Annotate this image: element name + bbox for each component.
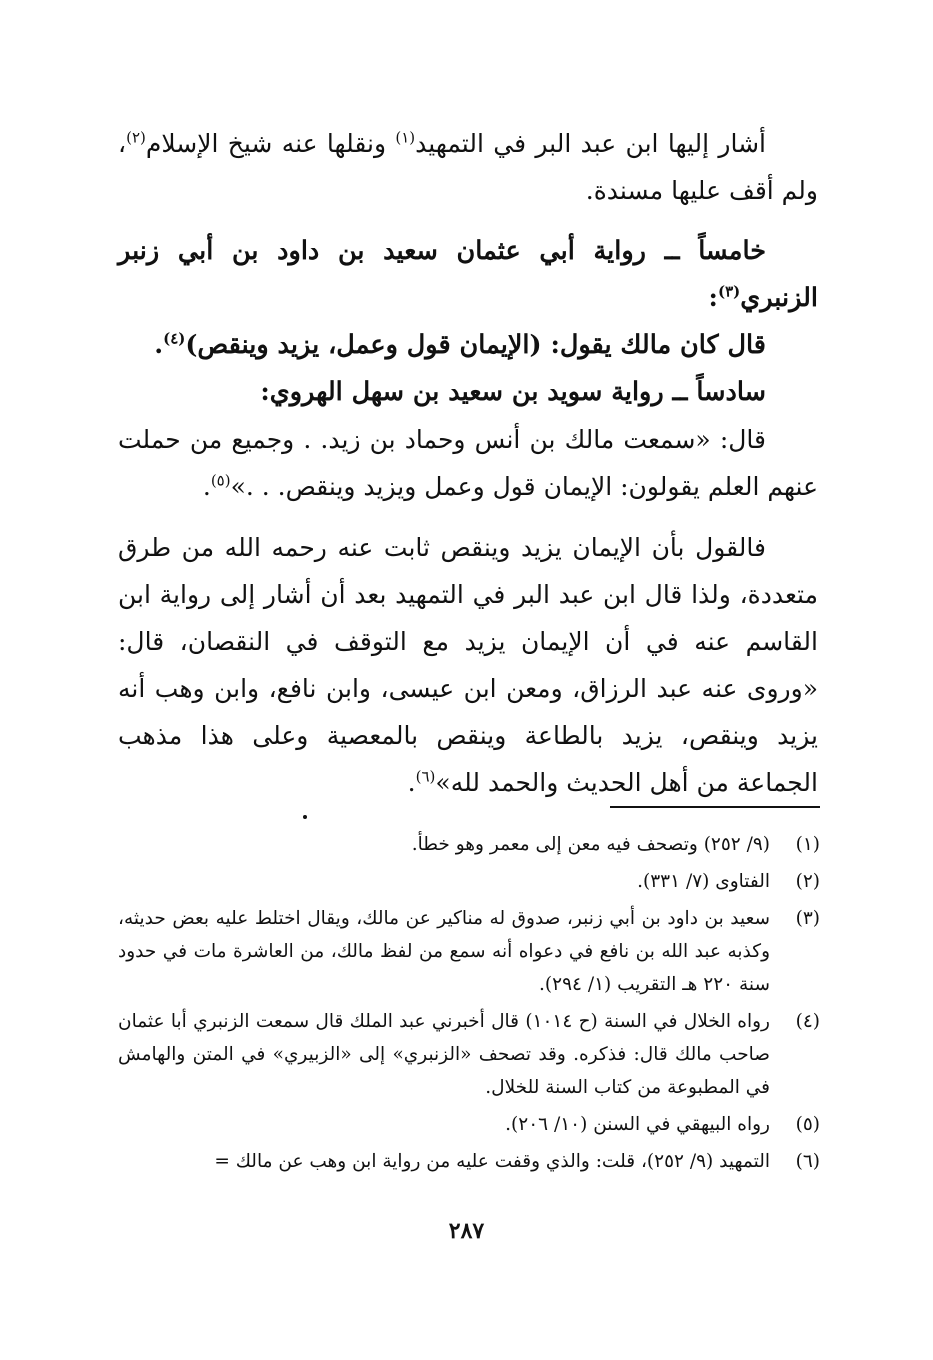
paragraph-1-text-a: أشار إليها ابن عبد البر في التمهيد: [415, 129, 767, 158]
footnote-ref-2: (٢): [126, 128, 146, 147]
paragraph-1-text-c: ، ولم أقف عليها مسندة.: [118, 129, 818, 205]
footnote-number: (٦): [795, 1151, 820, 1172]
footnote-text: (٩/ ٢٥٢) وتصحف فيه معن إلى معمر وهو خطأ.: [411, 834, 770, 855]
footnote-number: (٤): [795, 1011, 820, 1032]
footnote-text: سعيد بن داود بن أبي زنبر، صدوق له مناكير عن مالك، ويقال اختلط عليه بعض حديثه، وكذبه عبد الله بن نافع في دعواه أنه سمع من لفظ مالك، من العاشرة مات في حدود سنة ٢٢٠ هـ التقريب (١/ ٢٩٤).: [118, 908, 770, 995]
quote-fifth-narration: [118, 322, 818, 369]
heading-sixth-narration: سادساً ــ رواية سويد بن سعيد بن سهل الهروي:: [260, 377, 766, 407]
footnote-6: [118, 1145, 820, 1178]
ink-dot: [303, 815, 307, 819]
footnote-text: رواه البيهقي في السنن (١٠/ ٢٠٦).: [505, 1114, 770, 1135]
heading-fifth-narration: [118, 228, 818, 322]
footnote-text: رواه الخلال في السنة (ح ١٠١٤) قال أخبرني عبد الملك قال سمعت الزنبري أبا عثمان صاحب مالك قال: فذكره. وقد تصحف «الزنبري» إلى «الزبيري» في المتن والهامش في المطبوعة من كتاب السنة للخلال.: [118, 1011, 770, 1098]
heading-fifth-colon: :: [708, 283, 718, 313]
quote-sixth-text: قال: «سمعت مالك بن أنس وحماد بن زيد. . وجميع من حملت عنهم العلم يقولون: الإيمان قول وعمل ويزيد وينقص. . .»: [118, 425, 818, 501]
paragraph-2-text: فالقول بأن الإيمان يزيد وينقص ثابت عنه رحمه الله من طرق متعددة، ولذا قال ابن عبد البر في التمهيد بعد أن أشار إلى رواية ابن القاسم عنه في أن الإيمان يزيد مع التوقف في النقصان، قال: «وروى عنه عبد الرزاق، ومعن ابن عيسى، وابن نافع، وابن وهب أنه يزيد وينقص، يزيد بالطاعة وينقص بالمعصية وعلى هذا مذهب الجماعة من أهل الحديث والحمد لله»: [118, 533, 818, 797]
paragraph-2-dot: .: [407, 768, 416, 797]
quote-fifth-dot: .: [154, 330, 164, 360]
footnote-ref-6: (٦): [415, 767, 436, 786]
footnote-ref-3: (٣): [717, 282, 741, 301]
footnote-number: (٢): [795, 871, 820, 892]
footnote-number: (٥): [795, 1114, 820, 1135]
quote-sixth-dot: .: [202, 472, 211, 501]
footnote-1: [118, 828, 820, 861]
footnote-ref-1: (١): [395, 128, 416, 147]
footnote-text: التمهيد (٩/ ٢٥٢)، قلت: والذي وقفت عليه من رواية ابن وهب عن مالك =: [214, 1151, 770, 1172]
footnote-ref-4: (٤): [163, 329, 186, 348]
footnote-2: [118, 865, 820, 898]
footnote-separator: [610, 806, 820, 808]
paragraph-1: [118, 120, 818, 214]
footnotes: [118, 828, 820, 1182]
footnote-3: [118, 902, 820, 1001]
paragraph-1-text-b: ونقلها عنه شيخ الإسلام: [145, 129, 396, 158]
footnote-number: (١): [795, 834, 820, 855]
footnote-text: الفتاوى (٧/ ٣٣١).: [637, 871, 770, 892]
main-text: [118, 120, 818, 806]
footnote-ref-5: (٥): [210, 471, 231, 490]
footnote-number: (٣): [795, 908, 820, 929]
quote-sixth-narration: [118, 416, 818, 510]
footnote-5: [118, 1108, 820, 1141]
paragraph-2: [118, 524, 818, 806]
heading-fifth-text: خامساً ــ رواية أبي عثمان سعيد بن داود بن أبي زنبر الزنبري: [118, 236, 818, 313]
quote-fifth-text: قال كان مالك يقول: (الإيمان قول وعمل، يزيد وينقص): [185, 330, 766, 360]
page-number: ٢٨٧: [448, 1218, 485, 1244]
footnote-4: [118, 1005, 820, 1104]
